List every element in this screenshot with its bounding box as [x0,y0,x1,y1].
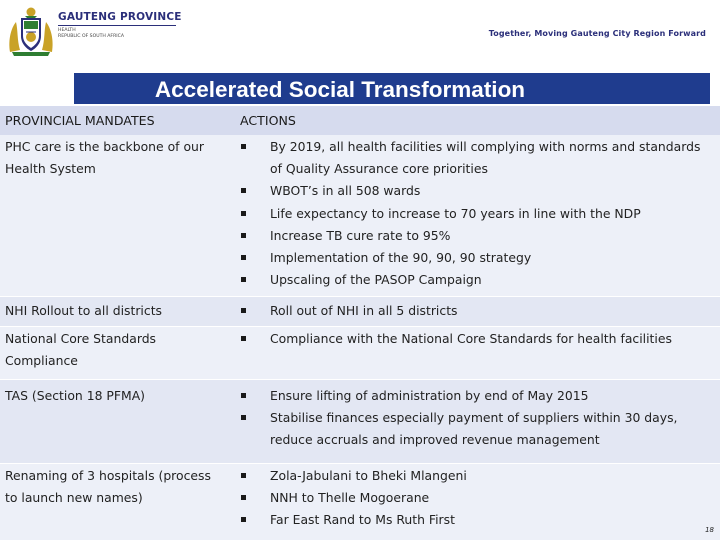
actions-list [240,328,716,350]
action-item: Implementation of the 90, 90, 90 strategy [240,247,716,269]
logo-main-text: GAUTENG PROVINCE [58,11,182,23]
table-row [0,464,720,540]
actions-list [240,385,716,452]
action-item: Stabilise finances especially payment of suppliers within 30 days, reduce accruals and improved revenue management [240,407,716,451]
action-item: By 2019, all health facilities will complying with norms and standards of Quality Assurance core priorities [240,136,716,180]
mandate-cell: TAS (Section 18 PFMA) [5,388,145,403]
action-item: Life expectancy to increase to 70 years in line with the NDP [240,203,716,225]
action-item: Increase TB cure rate to 95% [240,225,716,247]
department-logo [58,11,182,40]
table-row [0,135,720,296]
slide-header [0,0,720,66]
mandate-cell: Renaming of 3 hospitals (process to launch new names) [5,468,211,506]
action-item: Upscaling of the PASOP Campaign [240,269,716,291]
tagline: Together, Moving Gauteng City Region Forward [488,29,706,38]
mandate-cell: PHC care is the backbone of our Health System [5,139,204,177]
column-header-actions: ACTIONS [240,113,296,128]
action-item: Compliance with the National Core Standards for health facilities [240,328,716,350]
mandate-cell: National Core Standards Compliance [5,331,157,369]
action-item: NNH to Thelle Mogoerane [240,487,716,509]
mandates-table [0,106,720,540]
action-item: Far East Rand to Ms Ruth First [240,509,716,531]
mandate-cell: NHI Rollout to all districts [5,303,163,318]
column-header-mandates: PROVINCIAL MANDATES [5,113,155,128]
gauteng-crest-icon [6,6,56,58]
table-row [0,327,720,379]
table-row [0,297,720,326]
action-item: Roll out of NHI in all 5 districts [240,300,716,322]
actions-list [240,300,716,322]
logo-divider [58,25,176,26]
action-item: WBOT’s in all 508 wards [240,180,716,202]
table-row [0,380,720,463]
table-header-row [0,106,720,136]
actions-list [240,136,716,291]
slide-title: Accelerated Social Transformation [154,77,526,102]
logo-sub-text-2: REPUBLIC OF SOUTH AFRICA [58,34,124,39]
page-number: 18 [705,526,714,534]
actions-list [240,465,716,532]
action-item: Zola-Jabulani to Bheki Mlangeni [240,465,716,487]
logo-sub-text-1: HEALTH [58,28,76,33]
action-item: Ensure lifting of administration by end of May 2015 [240,385,716,407]
